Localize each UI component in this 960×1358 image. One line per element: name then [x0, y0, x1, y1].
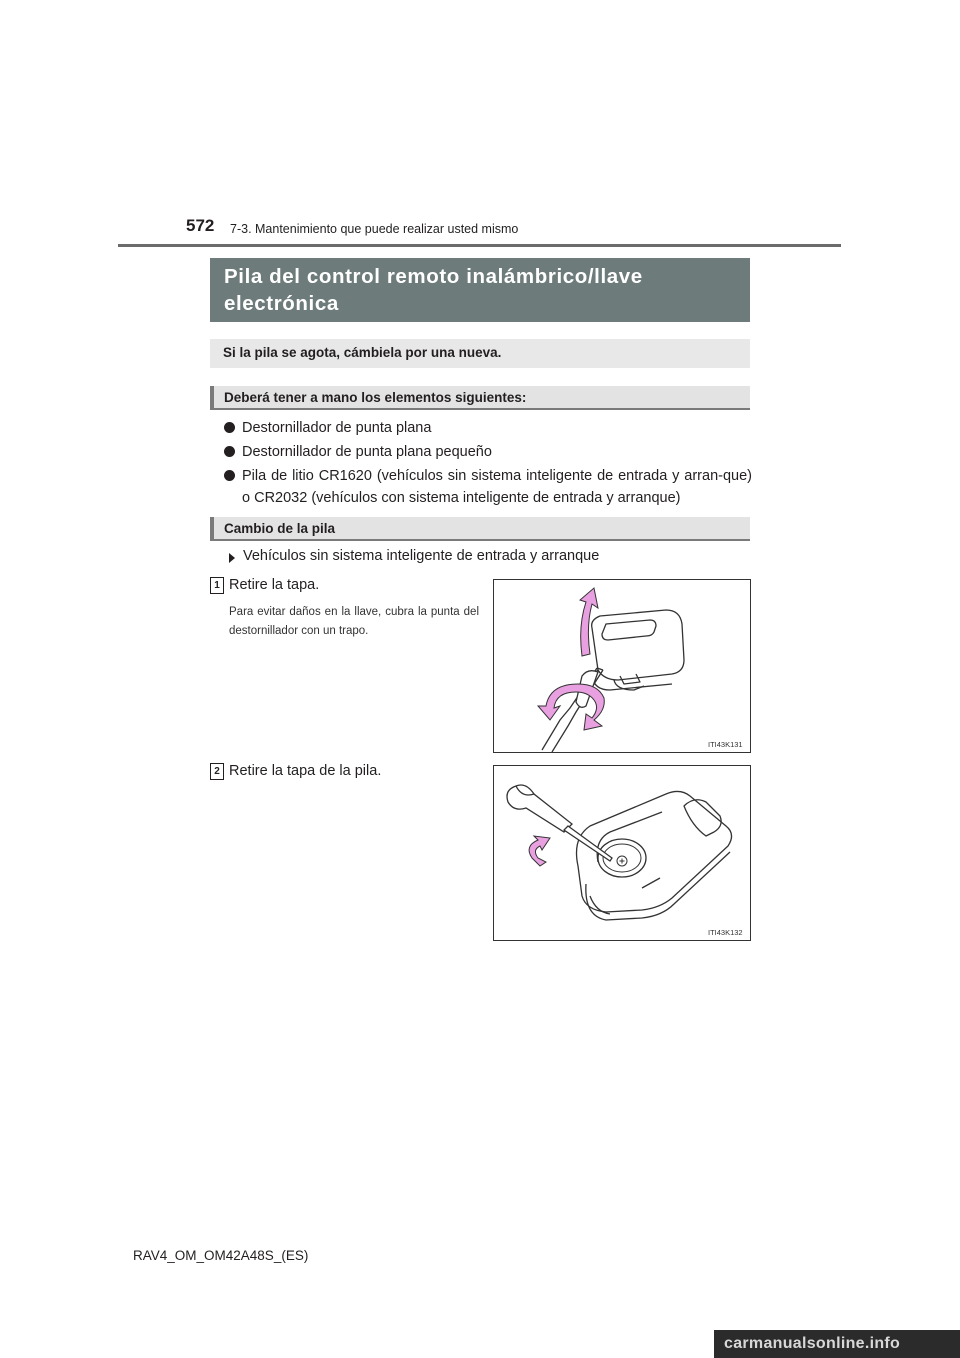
title-banner [210, 258, 750, 322]
list-item-text: Destornillador de punta plana pequeño [242, 444, 492, 460]
step-1-note: Para evitar daños en la llave, cubra la punta del destornillador con un trapo. [229, 606, 479, 637]
figure-remove-battery-cover [493, 765, 751, 941]
step-1-text: Retire la tapa. [229, 577, 320, 593]
items-section-heading-text: Deberá tener a mano los elementos siguientes: [224, 390, 527, 405]
intro-box [210, 339, 750, 368]
bullet-icon [224, 470, 235, 481]
list-item-text: Pila de litio CR1620 (vehículos sin sistema inteligente de entrada y arran-que) o CR2032 (vehículos con sistema inteligente de entrada y arranque) [242, 468, 752, 506]
step-number-2: 2 [210, 763, 224, 780]
figure-remove-cover [493, 579, 751, 753]
bullet-icon [224, 422, 235, 433]
triangle-bullet-icon [229, 553, 235, 563]
intro-text: Si la pila se agota, cámbiela por una nueva. [223, 345, 502, 360]
page-number: 572 [186, 216, 215, 235]
change-section-heading-text: Cambio de la pila [224, 521, 336, 536]
list-item [224, 465, 752, 509]
figure-code: ITI43K132 [708, 928, 743, 937]
step-2-text: Retire la tapa de la pila. [229, 763, 382, 779]
chapter-title: 7-3. Mantenimiento que puede realizar usted mismo [230, 222, 519, 236]
list-item-text: Destornillador de punta plana [242, 420, 432, 436]
list-item [224, 441, 752, 463]
header-rule [118, 244, 841, 247]
step-number-1: 1 [210, 577, 224, 594]
watermark [714, 1330, 960, 1358]
key-cover-removal-illustration [494, 580, 750, 752]
watermark-text: carmanualsonline.info [724, 1335, 901, 1352]
change-section-heading [210, 517, 750, 541]
subheading-text: Vehículos sin sistema inteligente de entrada y arranque [243, 548, 600, 564]
items-section-heading [210, 386, 750, 410]
pry-arrow-icon [529, 836, 550, 866]
page-title: Pila del control remoto inalámbrico/llave electrónica [224, 265, 643, 315]
list-item [224, 417, 752, 439]
figure-code: ITI43K131 [708, 740, 743, 749]
bullet-icon [224, 446, 235, 457]
manual-code-footer: RAV4_OM_OM42A48S_(ES) [133, 1248, 309, 1263]
battery-cover-removal-illustration [494, 766, 750, 940]
